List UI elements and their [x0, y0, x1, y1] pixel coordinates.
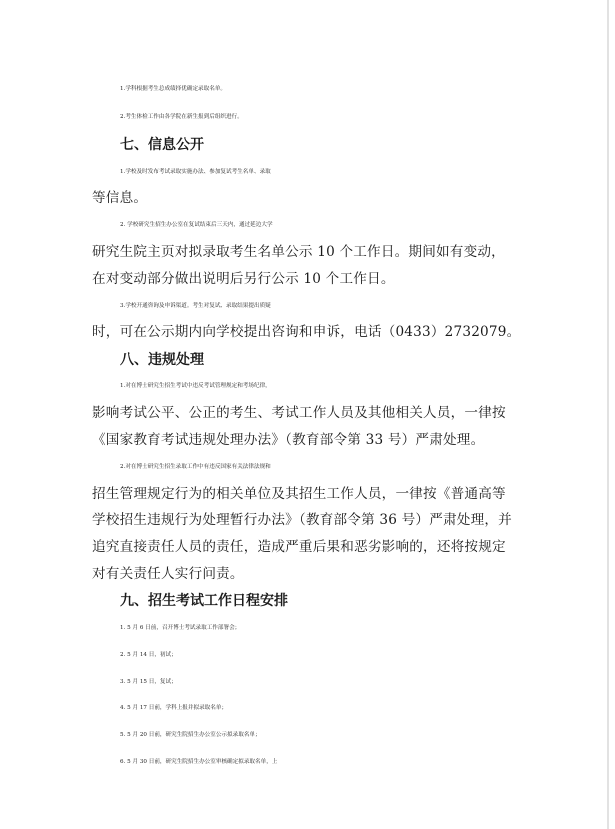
paragraph-line: 影响考试公平、公正的考生、考试工作人员及其他相关人员，一律按 — [92, 405, 506, 421]
paragraph-line: 学校招生违规行为处理暂行办法》（教育部令第 36 号）严肃处理，并 — [92, 512, 512, 528]
paragraph-line: 对有关责任人实行问责。 — [92, 566, 244, 582]
paragraph-line: 追究直接责任人员的责任，造成严重后果和恶劣影响的，还将按规定 — [92, 539, 506, 555]
paragraph-line: 招生管理规定行为的相关单位及其招生工作人员，一律按《普通高等 — [92, 486, 506, 502]
schedule-item: 6. 5 月 30 日前，研究生院招生办公室审核确定拟录取名单，上 — [120, 759, 278, 765]
paragraph-line: 1.对在博士研究生招生考试中违反考试管理规定和考场纪律， — [120, 383, 271, 389]
schedule-item: 1. 5 月 6 日前，召开博士考试录取工作部署会； — [120, 625, 241, 631]
schedule-item: 5. 5 月 20 日前，研究生院招生办公室公示拟录取名单； — [120, 732, 261, 738]
section-heading-7: 七、信息公开 — [120, 137, 204, 153]
paragraph-line: 2.考生体检工作由各学院在新生报到后组织进行。 — [120, 114, 243, 120]
schedule-item: 2. 5 月 14 日，初试； — [120, 652, 177, 658]
paragraph-line: 《国家教育考试违规处理办法》（教育部令第 33 号）严肃处理。 — [92, 432, 485, 448]
paragraph-line: 3.学校开通咨询及申诉渠道。考生对复试、录取结果提出质疑 — [120, 303, 271, 309]
paragraph-line: 等信息。 — [92, 190, 148, 206]
paragraph-line: 1.学校及时发布考试录取实施办法、参加复试考生名单、录取 — [120, 169, 271, 175]
schedule-item: 4. 5 月 17 日前，学科上报并拟录取名单； — [120, 705, 228, 711]
paragraph-line: 2.对在博士研究生招生录取工作中有违反国家有关法律法规和 — [120, 464, 271, 470]
paragraph-line: 研究生院主页对拟录取考生名单公示 10 个工作日。期间如有变动， — [92, 244, 505, 260]
section-heading-9: 九、招生考试工作日程安排 — [120, 593, 288, 609]
paragraph-line: 时，可在公示期内向学校提出咨询和申诉，电话（0433）2732079。 — [92, 324, 521, 340]
paragraph-line: 在对变动部分做出说明后另行公示 10 个工作日。 — [92, 271, 395, 287]
section-heading-8: 八、违规处理 — [120, 352, 204, 368]
paragraph-line: 2. 学校研究生招生办公室在复试结束后三天内，通过延边大学 — [120, 222, 273, 228]
page-edge — [607, 0, 609, 829]
schedule-item: 3. 5 月 15 日，复试； — [120, 679, 177, 685]
paragraph-line: 1.学科根据考生总成绩择优确定录取名单。 — [120, 86, 227, 92]
